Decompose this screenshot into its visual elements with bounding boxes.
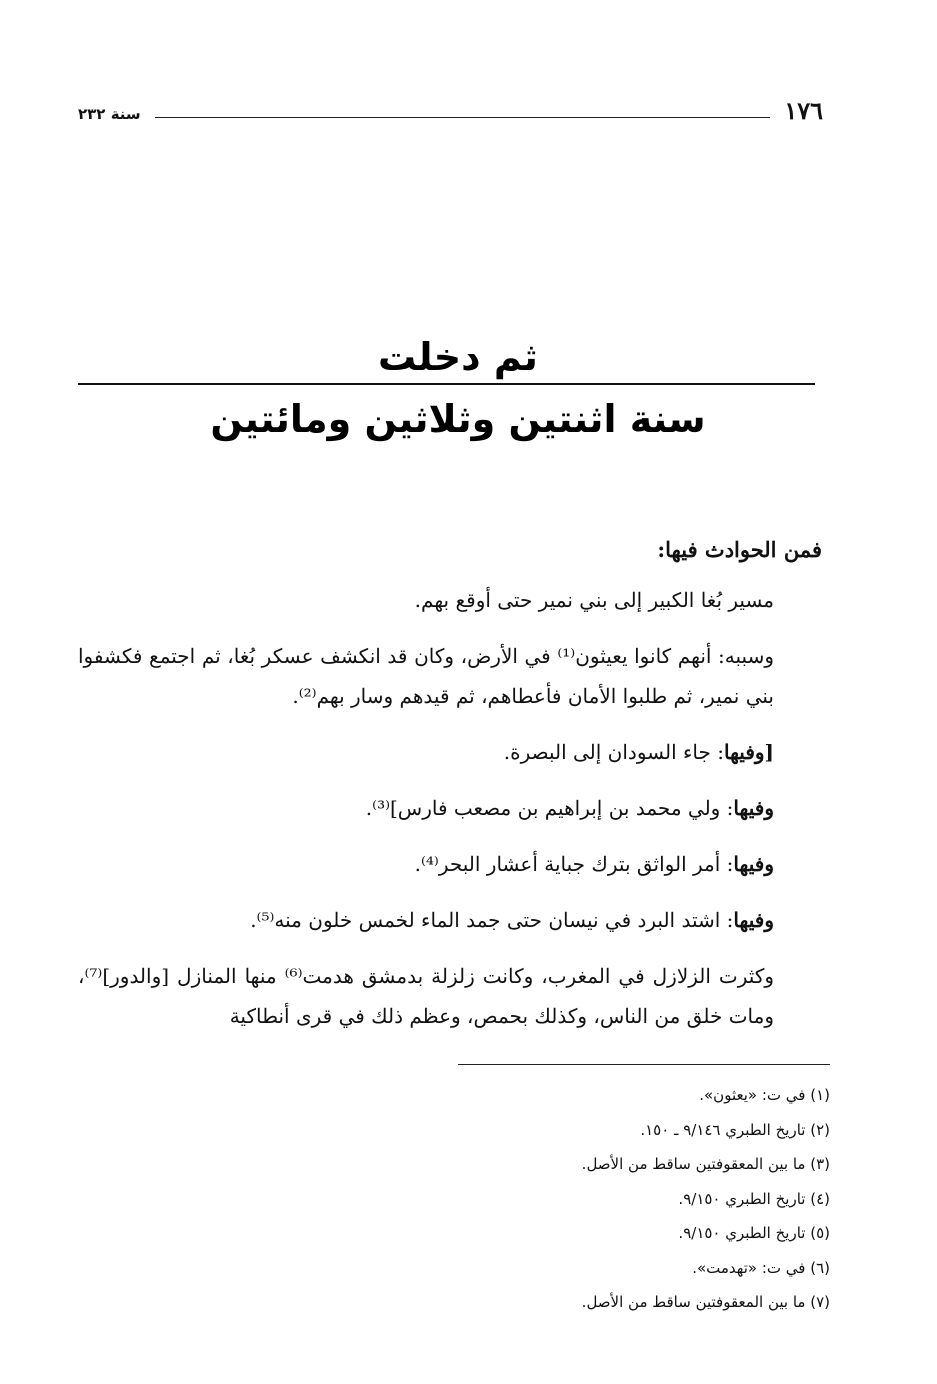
footnotes [378, 1078, 830, 1320]
page-number: ١٧٦ [784, 96, 823, 125]
footnote: (٤) تاريخ الطبري ٩/١٥٠. [678, 1189, 830, 1208]
paragraph [78, 900, 822, 940]
paragraph [78, 788, 822, 828]
paragraph [78, 844, 822, 884]
paragraph-text: وكثرت الزلازل في المغرب، وكانت زلزلة بدمشق هدمت⁽⁶⁾ منها المنازل [والدور]⁽⁷⁾، ومات خلق من الناس، وكذلك بحمص، وعظم ذلك في قرى أنطاكية [78, 964, 775, 1028]
footnote: (٥) تاريخ الطبري ٩/١٥٠. [678, 1224, 830, 1242]
paragraph [78, 956, 822, 1036]
paragraph-lead: [وفيها [723, 740, 774, 764]
paragraph-text: : أمر الواثق بترك جباية أعشار البحر⁽⁴⁾. [414, 852, 734, 876]
footnote: (٧) ما بين المعقوفتين ساقط من الأصل. [581, 1293, 830, 1311]
paragraph-text: : اشتد البرد في نيسان حتى جمد الماء لخمس خلون منه⁽⁵⁾. [250, 908, 734, 932]
footnote: (٣) ما بين المعقوفتين ساقط من الأصل. [581, 1155, 830, 1173]
running-header [78, 94, 823, 124]
footnote-divider [458, 1064, 830, 1065]
running-title: سنة ٢٣٢ [78, 105, 141, 123]
paragraph-text: : جاء السودان إلى البصرة. [503, 740, 724, 764]
paragraph [78, 580, 822, 620]
paragraph-text: مسير بُغا الكبير إلى بني نمير حتى أوقع بهم. [414, 588, 774, 612]
paragraph [78, 636, 822, 716]
footnote: (٦) في ت: «تهدمت». [692, 1258, 830, 1277]
paragraph-lead: وفيها [733, 908, 774, 932]
paragraph-text: وسببه: أنهم كانوا يعيثون⁽¹⁾ في الأرض، وكان قد انكشف عسكر بُغا، ثم اجتمع فكشفوا بني نمير، ثم طلبوا الأمان فأعطاهم، ثم قيدهم وسار بهم⁽²⁾. [78, 644, 774, 708]
paragraph-lead: وفيها [733, 796, 774, 820]
chapter-heading-line1: ثم دخلت [378, 335, 538, 379]
chapter-heading-line2: سنة اثنتين وثلاثين ومائتين [210, 397, 706, 441]
chapter-divider [78, 383, 815, 385]
paragraph [78, 732, 822, 772]
footnote: (١) في ت: «يعثون». [699, 1086, 830, 1104]
header-rule [155, 117, 771, 118]
paragraph-lead: وفيها [733, 852, 774, 876]
section-label: فمن الحوادث فيها: [657, 537, 822, 562]
footnote: (٢) تاريخ الطبري ٩/١٤٦ ـ ١٥٠. [640, 1120, 830, 1139]
body-text [78, 528, 822, 1036]
paragraph-text: : ولي محمد بن إبراهيم بن مصعب فارس]⁽³⁾. [365, 796, 734, 820]
